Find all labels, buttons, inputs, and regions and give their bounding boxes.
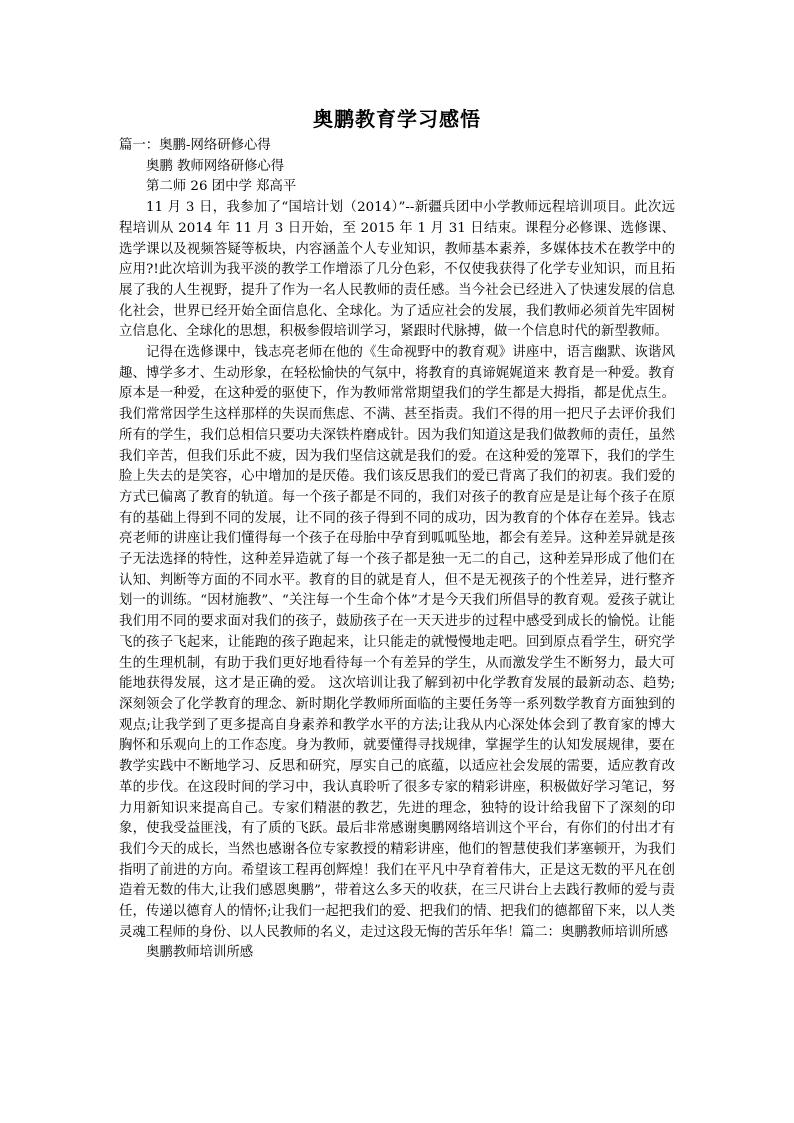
section-heading: 篇一：奥鹏-网络研修心得 [119,138,271,153]
paragraph-1: 11 月 3 日，我参加了“国培计划（2014）”--新疆兵团中小学教师远程培训项目。此次远程培训从 2014 年 11 月 3 日开始，至 2015 年 1 月 31 日结束。课程分必修课、选修课、选学课以及视频答疑等板块，内容涵盖个人专业知识，教师基本素养，多媒体技术在教学中的应用?!此次培训为我平淡的教学工作增添了几分色彩，不仅使我获得了化学专业知识，而且拓展了我的人生视野，提升了作为一名人民教师的责任感。当今社会已经进入了快速发展的信息化社会，世界已经开始全面信息化、全球化。为了适应社会的发展，我们教师必须首先牢固树立信息化、全球化的思想，积极参假培训学习，紧跟时代脉搏，做一个信息时代的新型教师。 [119,200,675,340]
document-title: 奥鹏教育学习感悟 [313,107,481,131]
document-body [119,136,675,964]
paragraph-2: 记得在选修课中，钱志亮老师在他的《生命视野中的教育观》讲座中，语言幽默、诙谐风趣、博学多才、生动形象，在轻松愉快的气氛中，将教育的真谛娓娓道来 教育是一种爱。教育原本是一种爱，在这种爱的驱使下，作为教师常常期望我们的学生都是大拇指，都是优点生。我们常常因学生这样那样的失误而焦虑、不满、甚至指责。我们不得的用一把尺子去评价我们所有的学生，我们总相信只要功夫深铁杵磨成针。因为我们知道这是我们做教师的责任，虽然我们辛苦，但我们乐此不疲，因为我们坚信这就是我们的爱。在这种爱的笼罩下，我们的学生脸上失去的是笑容，心中增加的是厌倦。我们该反思我们的爱已背离了我们的初衷。我们爱的方式已偏离了教育的轨道。每一个孩子都是不同的，我们对孩子的教育应是是让每个孩子在原有的基础上得到不同的发展，让不同的孩子得到不同的成功，因为教育的个体存在差异。钱志亮老师的讲座让我们懂得每一个孩子在母胎中孕育到呱呱坠地，都会有差异。这种差异就是孩子无法选择的特性，这种差异造就了每一个孩子都是独一无二的自己，这种差异形成了他们在认知、判断等方面的不同水平。教育的目的就是育人，但不是无视孩子的个性差异，进行整齐划一的训练。“因材施教”、“关注每一个生命个体”才是今天我们所倡导的教育观。爱孩子就让我们用不同的要求面对我们的孩子，鼓励孩子在一天天进步的过程中感受到成长的愉悦。让能飞的孩子飞起来，让能跑的孩子跑起来，让只能走的就慢慢地走吧。回到原点看学生，研究学生的生理机制，有助于我们更好地看待每一个有差异的学生，从而激发学生不断努力，最大可能地获得发展，这才是正确的爱。 这次培训让我了解到初中化学教育发展的最新动态、趋势;深刻领会了化学教育的理念、新时期化学教师所面临的主要任务等一系列数学教育方面独到的观点;让我学到了更多提高自身素养和教学水平的方法;让我从内心深处体会到了教育家的博大胸怀和乐观向上的工作态度。身为教师，就要懂得寻找规律，掌握学生的认知发展规律，要在教学实践中不断地学习、反思和研究，厚实自己的底蕴，以适应社会发展的需要，适应教育改革的步伐。在这段时间的学习中，我认真聆听了很多专家的精彩讲座，积极做好学习笔记，努力用新知识来提高自己。专家们精湛的教艺，先进的理念，独特的设计给我留下了深刻的印象，使我受益匪浅，有了质的飞跃。最后非常感谢奥鹏网络培训这个平台，有你们的付出才有我们今天的成长，当然也感谢各位专家教授的精彩讲座，他们的智慧使我们茅塞顿开，为我们指明了前进的方向。希望该工程再创辉煌！我们在平凡中孕育着伟大，正是这无数的平凡在创造着无数的伟大,让我们感恩奥鹏”，带着这么多天的收获，在三尺讲台上去践行教师的爱与责任，传递以德育人的情怀;让我们一起把我们的爱、把我们的情、把我们的德都留下来，以人类灵魂工程师的身份、以人民教师的名义，走过这段无悔的苦乐年华！篇二：奥鹏教师培训所感 [119,345,675,940]
closing-line: 奥鹏教师培训所感 [146,945,254,961]
subtitle: 奥鹏 教师网络研修心得 [146,158,285,174]
author-line: 第二师 26 团中学 郑高平 [146,179,297,195]
